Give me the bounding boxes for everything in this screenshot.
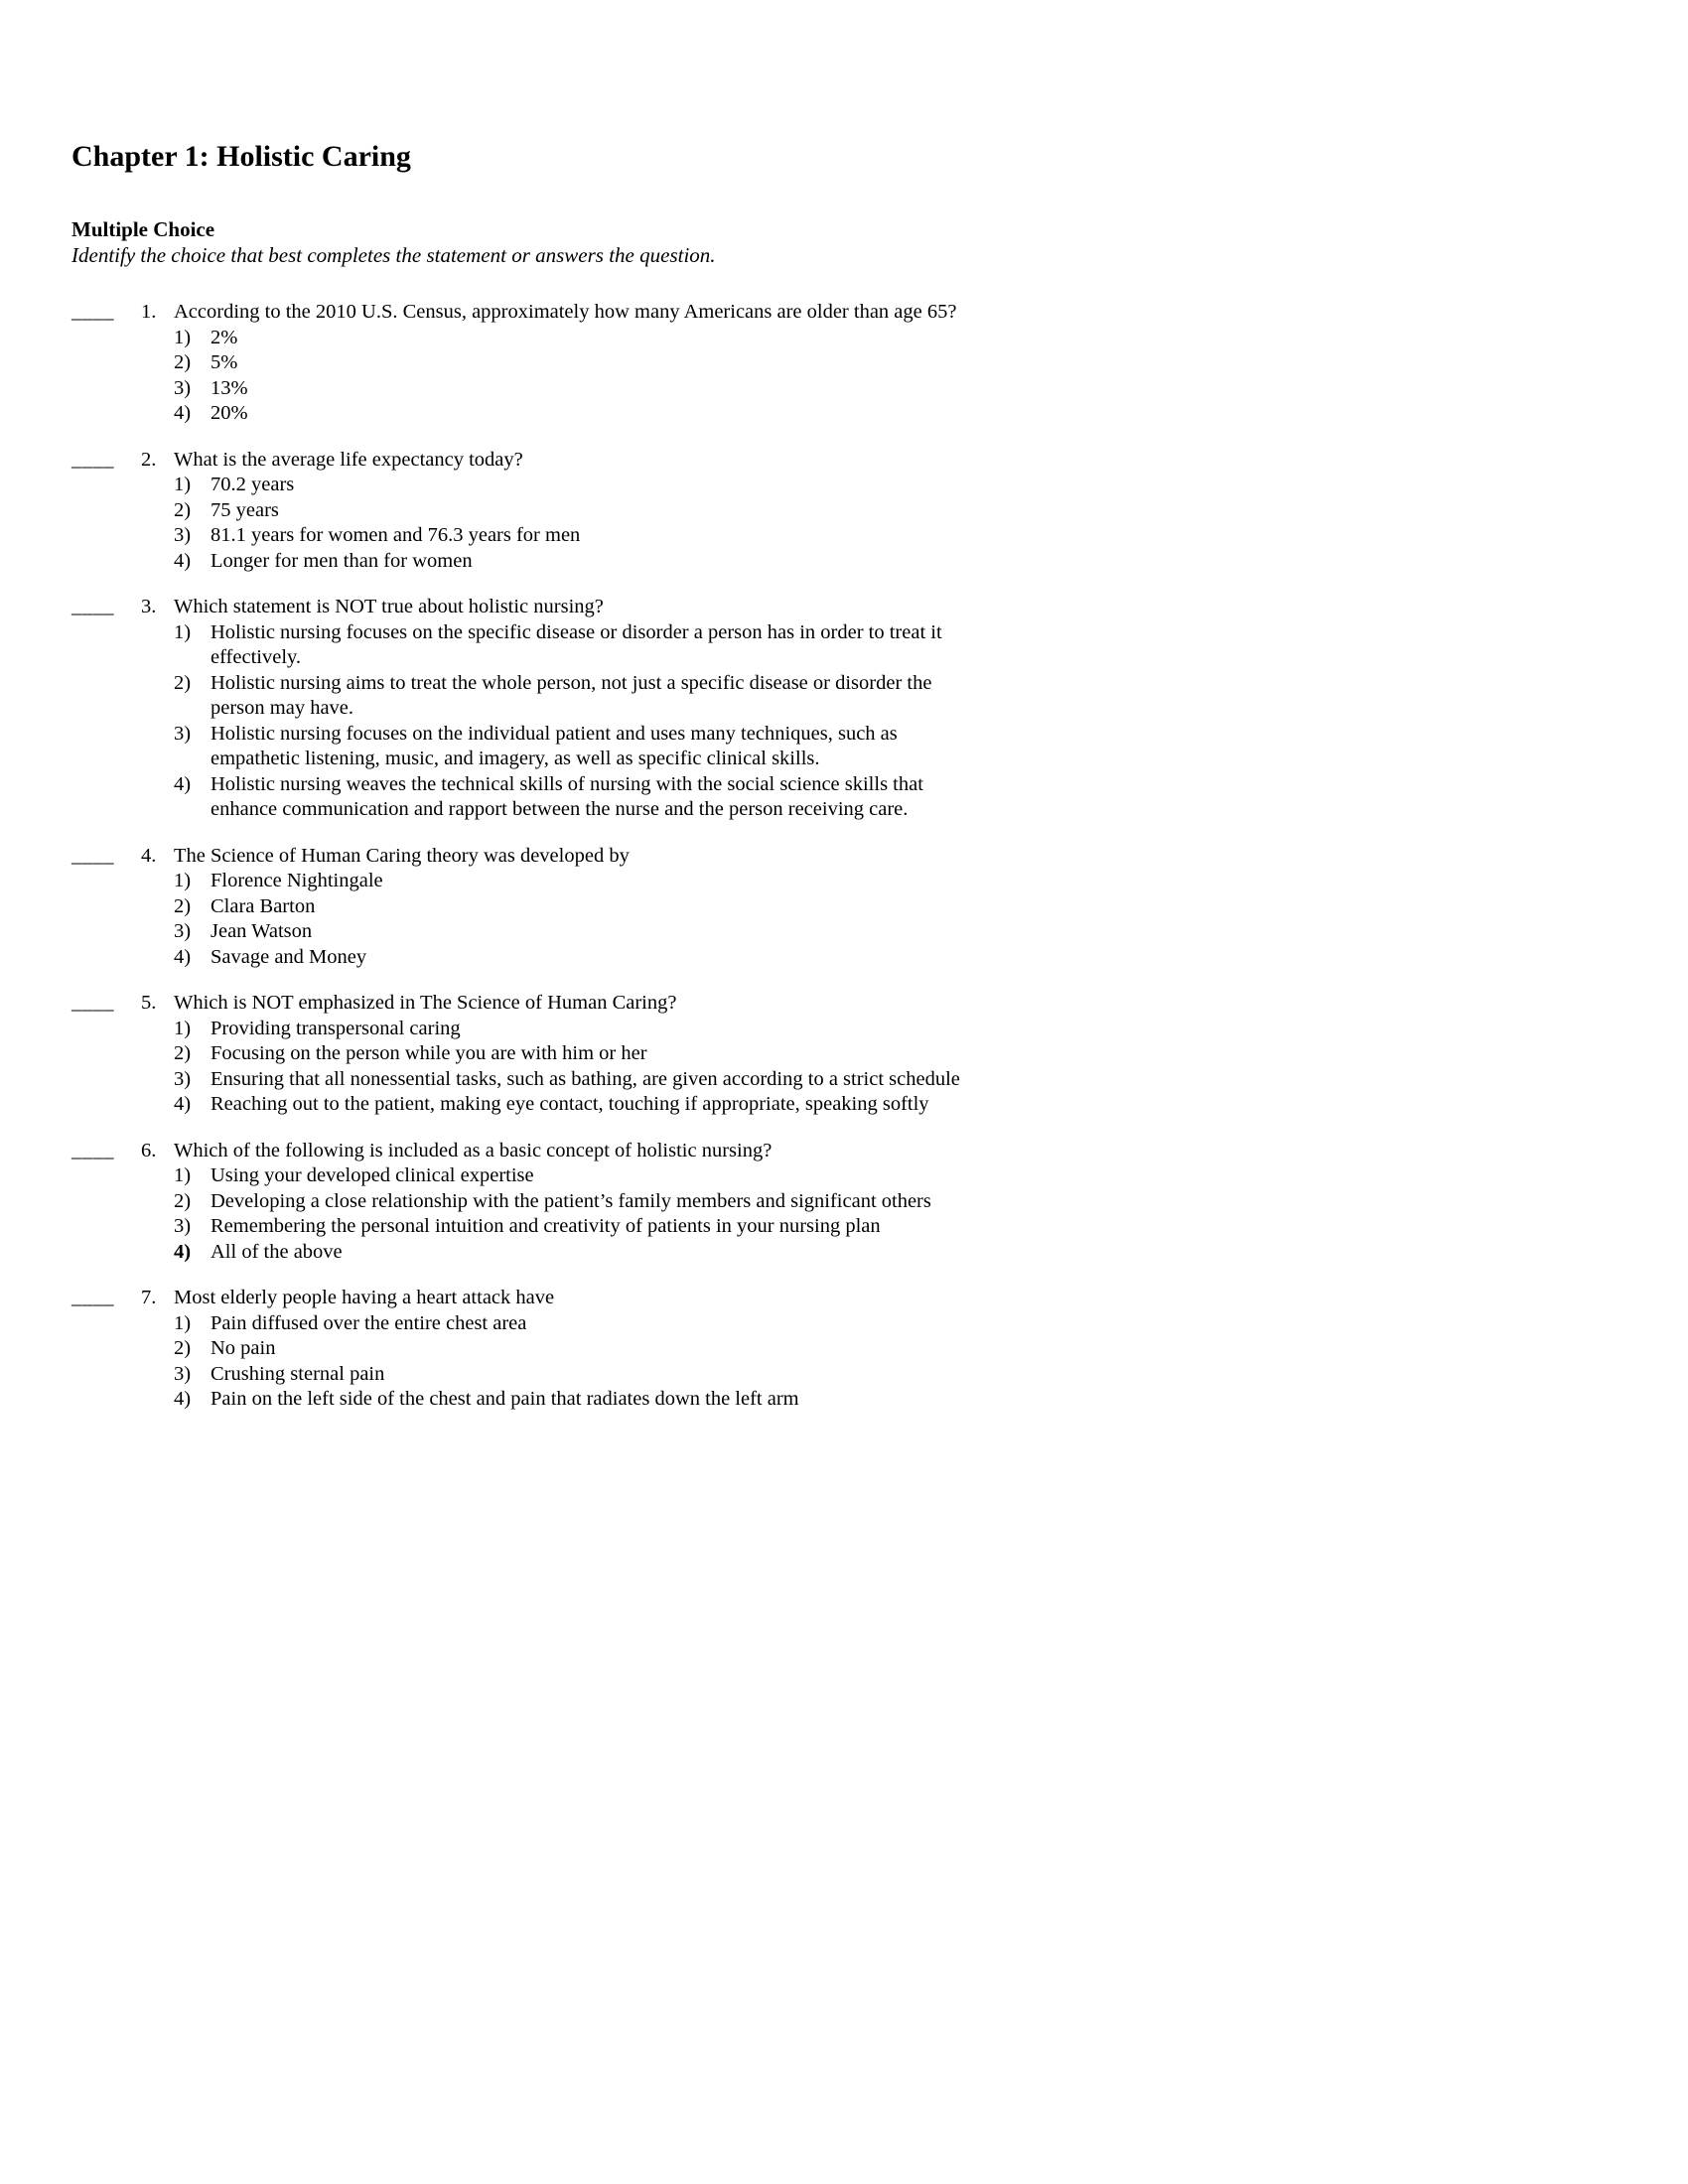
choice bbox=[174, 549, 580, 575]
choice bbox=[174, 326, 956, 351]
choice-number: 2) bbox=[174, 671, 192, 694]
choice bbox=[174, 1041, 960, 1067]
choice-number: 1) bbox=[174, 326, 192, 348]
choice-number: 1) bbox=[174, 620, 192, 643]
answer-blank: ____ bbox=[71, 448, 114, 471]
choice bbox=[174, 919, 630, 945]
choice-number: 1) bbox=[174, 1311, 192, 1334]
choice bbox=[174, 376, 956, 402]
answer-blank: ____ bbox=[71, 596, 114, 617]
choice bbox=[174, 722, 985, 772]
choice-text: 13% bbox=[211, 376, 248, 399]
choice-number: 3) bbox=[174, 1215, 192, 1237]
question-text: Which statement is NOT true about holistic nursing? bbox=[174, 596, 604, 617]
choice-text: 75 years bbox=[211, 498, 279, 521]
question bbox=[71, 991, 1609, 1118]
choice bbox=[174, 1240, 931, 1266]
choice-number: 2) bbox=[174, 1337, 192, 1359]
choice bbox=[174, 1362, 799, 1388]
question-text: The Science of Human Caring theory was developed by bbox=[174, 844, 630, 867]
choice-number: 2) bbox=[174, 1042, 192, 1064]
choice-number: 2) bbox=[174, 498, 192, 521]
choice bbox=[174, 894, 630, 920]
question bbox=[71, 1139, 1609, 1266]
choice-number: 4) bbox=[174, 945, 192, 968]
choice-text: Developing a close relationship with the patient’s family members and significant others bbox=[211, 1189, 931, 1212]
question-number: 1. bbox=[141, 301, 157, 323]
question-body bbox=[174, 448, 580, 575]
question-body bbox=[174, 1139, 931, 1266]
choice-text: Holistic nursing focuses on the specific disease or disorder a person has in order to treat it effectively. bbox=[211, 620, 942, 668]
choice-text: Clara Barton bbox=[211, 894, 316, 917]
choice bbox=[174, 1189, 931, 1215]
choice-number: 4) bbox=[174, 772, 192, 795]
choice bbox=[174, 523, 580, 549]
instructions-text: Identify the choice that best completes the statement or answers the question. bbox=[71, 243, 716, 267]
choice-text: 70.2 years bbox=[211, 474, 295, 495]
question bbox=[71, 1286, 1609, 1413]
question-text: According to the 2010 U.S. Census, approximately how many Americans are older than age 65? bbox=[174, 301, 957, 323]
question-body bbox=[174, 595, 985, 823]
choice bbox=[174, 1311, 799, 1337]
choice bbox=[174, 1214, 931, 1240]
choice bbox=[174, 869, 630, 894]
questions bbox=[71, 300, 1609, 1413]
choice-number: 1) bbox=[174, 1164, 192, 1186]
question bbox=[71, 448, 1609, 575]
choice-text: Crushing sternal pain bbox=[211, 1362, 385, 1385]
question-number: 6. bbox=[141, 1139, 157, 1161]
choice-text: Holistic nursing weaves the technical skills of nursing with the social science skills that enhance communication and rapport between the nurse and the person receiving care. bbox=[211, 772, 923, 820]
choice bbox=[174, 1387, 799, 1413]
question-number: 2. bbox=[141, 448, 157, 471]
choice-text: 20% bbox=[211, 402, 248, 424]
choice-text: Holistic nursing focuses on the individual patient and uses many techniques, such as empathetic listening, music, and imagery, as well as specific clinical skills. bbox=[211, 722, 898, 769]
choice bbox=[174, 1163, 931, 1189]
choice-text: Ensuring that all nonessential tasks, such as bathing, are given according to a strict schedule bbox=[211, 1067, 960, 1090]
answer-blank: ____ bbox=[71, 844, 114, 867]
answer-blank: ____ bbox=[71, 301, 114, 323]
choice-number: 2) bbox=[174, 1189, 192, 1212]
section-heading: Multiple Choice bbox=[71, 217, 215, 241]
choice-text: 5% bbox=[211, 351, 238, 373]
choice-text: 2% bbox=[211, 326, 238, 348]
chapter-title: Chapter 1: Holistic Caring bbox=[71, 140, 411, 173]
choice-text: Providing transpersonal caring bbox=[211, 1017, 461, 1039]
question bbox=[71, 300, 1609, 427]
choice bbox=[174, 1017, 960, 1042]
question bbox=[71, 844, 1609, 971]
choice bbox=[174, 620, 985, 671]
choice-text: 81.1 years for women and 76.3 years for men bbox=[211, 524, 581, 546]
choice-number: 3) bbox=[174, 1362, 192, 1385]
choice-text: Holistic nursing aims to treat the whole person, not just a specific disease or disorder the person may have. bbox=[211, 671, 932, 719]
choice bbox=[174, 1067, 960, 1093]
choice bbox=[174, 401, 956, 427]
choice-number: 3) bbox=[174, 920, 192, 942]
question-body bbox=[174, 844, 630, 971]
choice-text: Pain diffused over the entire chest area bbox=[211, 1311, 527, 1334]
question-text: Which of the following is included as a basic concept of holistic nursing? bbox=[174, 1139, 773, 1161]
choice-number: 3) bbox=[174, 376, 192, 399]
choice-text: Using your developed clinical expertise bbox=[211, 1164, 534, 1186]
choice bbox=[174, 772, 985, 823]
choice-text: No pain bbox=[211, 1337, 276, 1359]
choice bbox=[174, 473, 580, 498]
choice-text: Remembering the personal intuition and creativity of patients in your nursing plan bbox=[211, 1215, 881, 1237]
question-body bbox=[174, 991, 960, 1118]
choice-text: Focusing on the person while you are with him or her bbox=[211, 1042, 647, 1064]
choice-text: Jean Watson bbox=[211, 920, 313, 942]
choice-number: 4) bbox=[174, 1093, 192, 1115]
choice-text: Pain on the left side of the chest and pain that radiates down the left arm bbox=[211, 1388, 799, 1410]
answer-blank: ____ bbox=[71, 992, 114, 1014]
choice-number: 4) bbox=[174, 1388, 192, 1410]
question-text: Most elderly people having a heart attack have bbox=[174, 1287, 555, 1308]
choice-text: Florence Nightingale bbox=[211, 870, 383, 891]
choice-number: 3) bbox=[174, 1067, 192, 1090]
question-body bbox=[174, 1286, 799, 1413]
choice-number: 2) bbox=[174, 351, 192, 373]
choice bbox=[174, 945, 630, 971]
choice bbox=[174, 1092, 960, 1118]
choice-number: 1) bbox=[174, 474, 192, 495]
choice-text: Savage and Money bbox=[211, 945, 367, 968]
choice-number: 4) bbox=[174, 549, 192, 572]
choice-number: 4) bbox=[174, 1240, 192, 1263]
choice bbox=[174, 350, 956, 376]
question bbox=[71, 595, 1609, 823]
choice bbox=[174, 671, 985, 722]
answer-blank: ____ bbox=[71, 1139, 114, 1161]
choice-number: 1) bbox=[174, 870, 192, 891]
answer-blank: ____ bbox=[71, 1287, 114, 1308]
question-number: 5. bbox=[141, 992, 157, 1014]
choice-number: 3) bbox=[174, 524, 192, 546]
question-number: 4. bbox=[141, 844, 157, 867]
choice-number: 4) bbox=[174, 402, 192, 424]
choice-text: Reaching out to the patient, making eye contact, touching if appropriate, speaking softly bbox=[211, 1093, 929, 1115]
choice-text: Longer for men than for women bbox=[211, 549, 473, 572]
question-body bbox=[174, 300, 956, 427]
question-text: Which is NOT emphasized in The Science of Human Caring? bbox=[174, 992, 677, 1014]
question-text: What is the average life expectancy today? bbox=[174, 448, 523, 471]
question-number: 3. bbox=[141, 596, 157, 617]
choice-text: All of the above bbox=[211, 1240, 343, 1263]
choice-number: 3) bbox=[174, 722, 192, 745]
choice bbox=[174, 1336, 799, 1362]
choice-number: 1) bbox=[174, 1017, 192, 1039]
question-number: 7. bbox=[141, 1287, 157, 1308]
choice-number: 2) bbox=[174, 894, 192, 917]
choice bbox=[174, 498, 580, 524]
